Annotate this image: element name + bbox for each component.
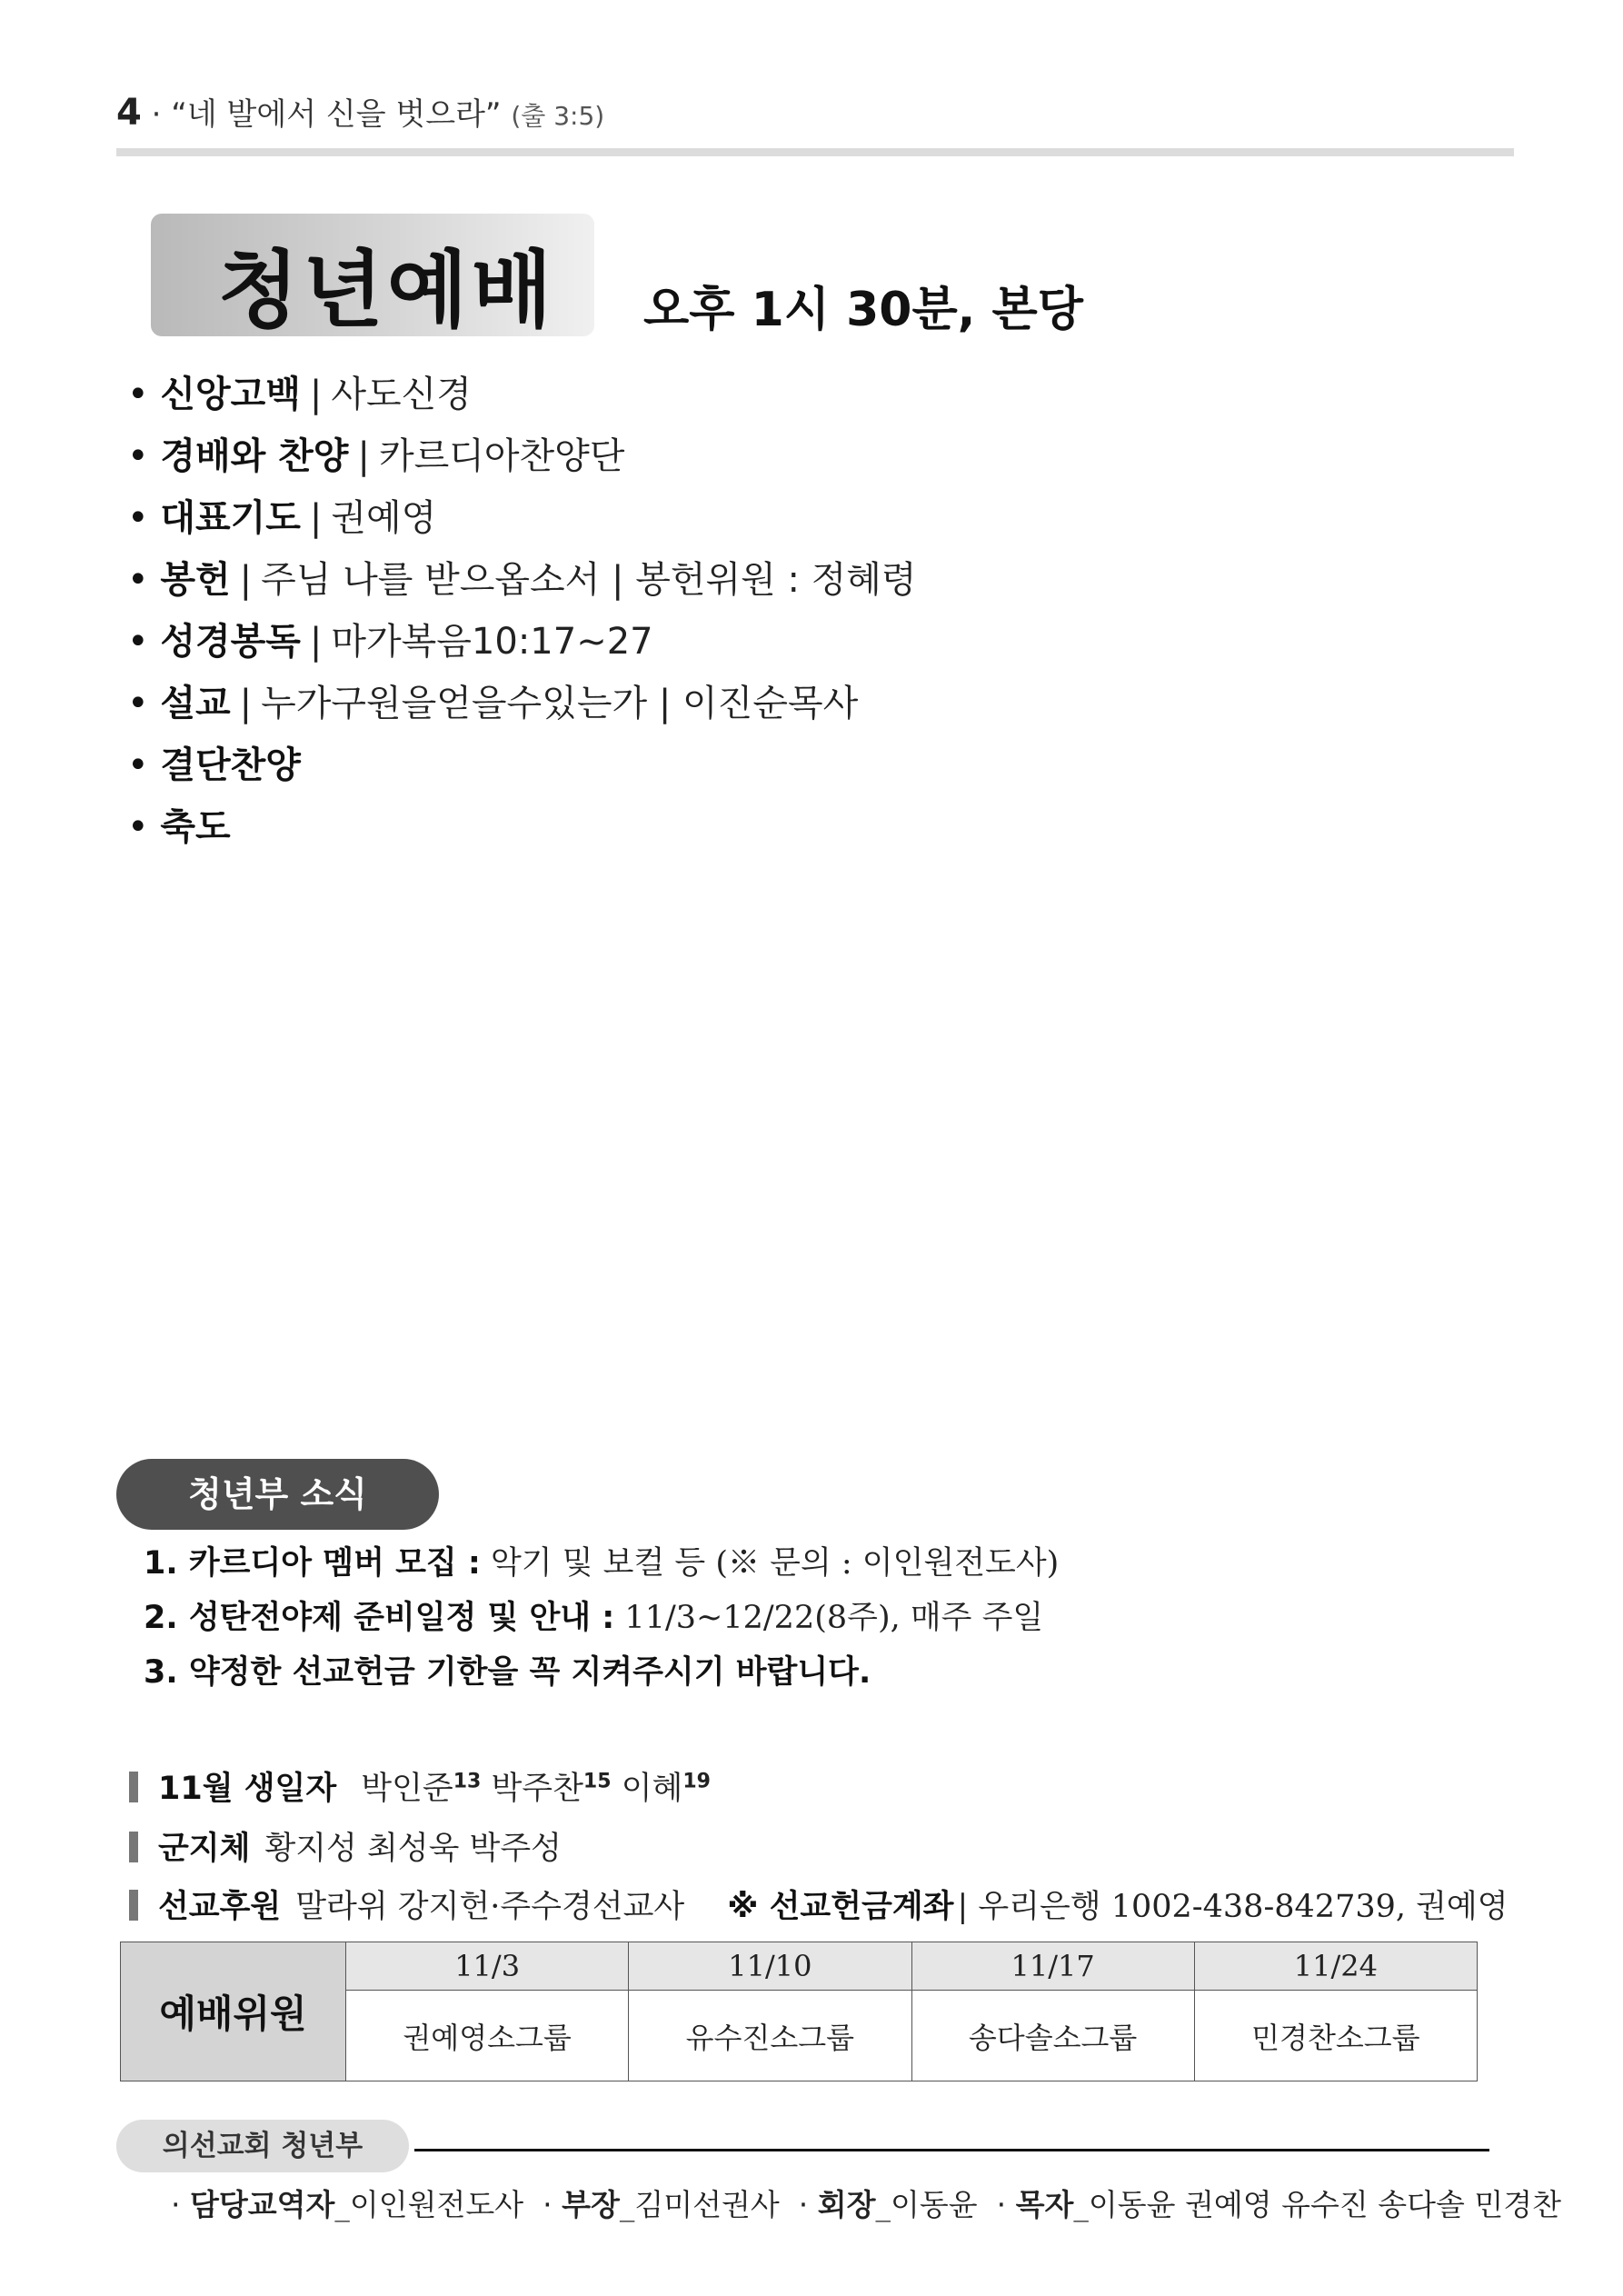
header-divider bbox=[116, 148, 1514, 156]
account-label: ※ 선교헌금계좌 bbox=[727, 1889, 954, 1925]
footer-title: 의선교회 청년부 bbox=[162, 2130, 363, 2162]
news-item: 1. 카르디아 멤버 모집 : 악기 및 보컬 등 (※ 문의 : 이인원전도사) bbox=[144, 1545, 1060, 1582]
header-verse-ref: (출 3:5) bbox=[511, 101, 605, 131]
table-date: 11/3 bbox=[346, 1942, 629, 1991]
bullet-bar bbox=[129, 1772, 138, 1802]
table-group: 송다솔소그룹 bbox=[911, 1991, 1194, 2081]
news-heading: 청년부 소식 bbox=[188, 1474, 367, 1514]
military-line: 군지체 황지성 최성욱 박주성 bbox=[129, 1823, 562, 1869]
worship-duty-table bbox=[120, 1942, 1478, 2081]
table-group: 유수진소그룹 bbox=[629, 1991, 911, 2081]
header-verse: “네 발에서 신을 벗으라” bbox=[171, 96, 502, 133]
service-title: 청년예배 bbox=[218, 242, 556, 339]
footer-divider bbox=[414, 2149, 1489, 2151]
order-of-service bbox=[127, 364, 917, 858]
order-item: • 설교 | 누가구원을얻을수있는가 | 이진순목사 bbox=[127, 683, 859, 724]
news-item: 2. 성탄전야제 준비일정 및 안내 : 11/3~12/22(8주), 매주 주일 bbox=[144, 1600, 1044, 1636]
service-time: 오후 1시 30분, 본당 bbox=[643, 283, 1084, 337]
order-item: • 신앙고백 | 사도신경 bbox=[127, 374, 472, 415]
staff-list: · 담당교역자_이인원전도사 · 부장_김미선권사 · 회장_이동윤 · 목자_이동윤 권예영 유수진 송다솔 민경찬 bbox=[171, 2187, 1562, 2222]
table-header: 예배위원 bbox=[121, 1942, 346, 2081]
birthday-person: 박주찬$^{15}$ bbox=[491, 1770, 612, 1807]
birthday-line: 11월 생일자 박인준$^{13}$ 박주찬$^{15}$ 이혜$^{19}$ bbox=[129, 1763, 711, 1809]
table-date: 11/24 bbox=[1194, 1942, 1477, 1991]
birthday-person: 이혜$^{19}$ bbox=[621, 1770, 711, 1807]
table-group: 권예영소그룹 bbox=[346, 1991, 629, 2081]
bullet-bar bbox=[129, 1890, 138, 1921]
order-item: • 성경봉독 | 마가복음10:17~27 bbox=[127, 621, 653, 663]
table-date: 11/17 bbox=[911, 1942, 1194, 1991]
news-item: 3. 약정한 선교헌금 기한을 꼭 지켜주시기 바랍니다. bbox=[144, 1654, 871, 1691]
page-header bbox=[116, 89, 604, 134]
mission-line: 선교후원 말라위 강지헌·주수경선교사 ※ 선교헌금계좌 | 우리은행 1002-438-842739, 권예영 bbox=[129, 1882, 1508, 1927]
page-number: 4 bbox=[116, 92, 142, 134]
bullet-bar bbox=[129, 1832, 138, 1862]
order-item: • 대표기도 | 권예영 bbox=[127, 497, 437, 539]
table-group: 민경찬소그룹 bbox=[1194, 1991, 1477, 2081]
news-list bbox=[144, 1536, 1059, 1700]
header-separator: · bbox=[151, 96, 162, 133]
order-item: • 축도 bbox=[127, 806, 231, 848]
order-item: • 결단찬양 bbox=[127, 744, 301, 786]
account-value: | 우리은행 1002-438-842739, 권예영 bbox=[957, 1889, 1508, 1925]
order-item: • 경배와 찬양 | 카르디아찬양단 bbox=[127, 435, 625, 477]
table-date: 11/10 bbox=[629, 1942, 911, 1991]
birthday-person: 박인준$^{13}$ bbox=[361, 1770, 482, 1807]
order-item: • 봉헌 | 주님 나를 받으옵소서 | 봉헌위원 : 정혜령 bbox=[127, 559, 917, 601]
